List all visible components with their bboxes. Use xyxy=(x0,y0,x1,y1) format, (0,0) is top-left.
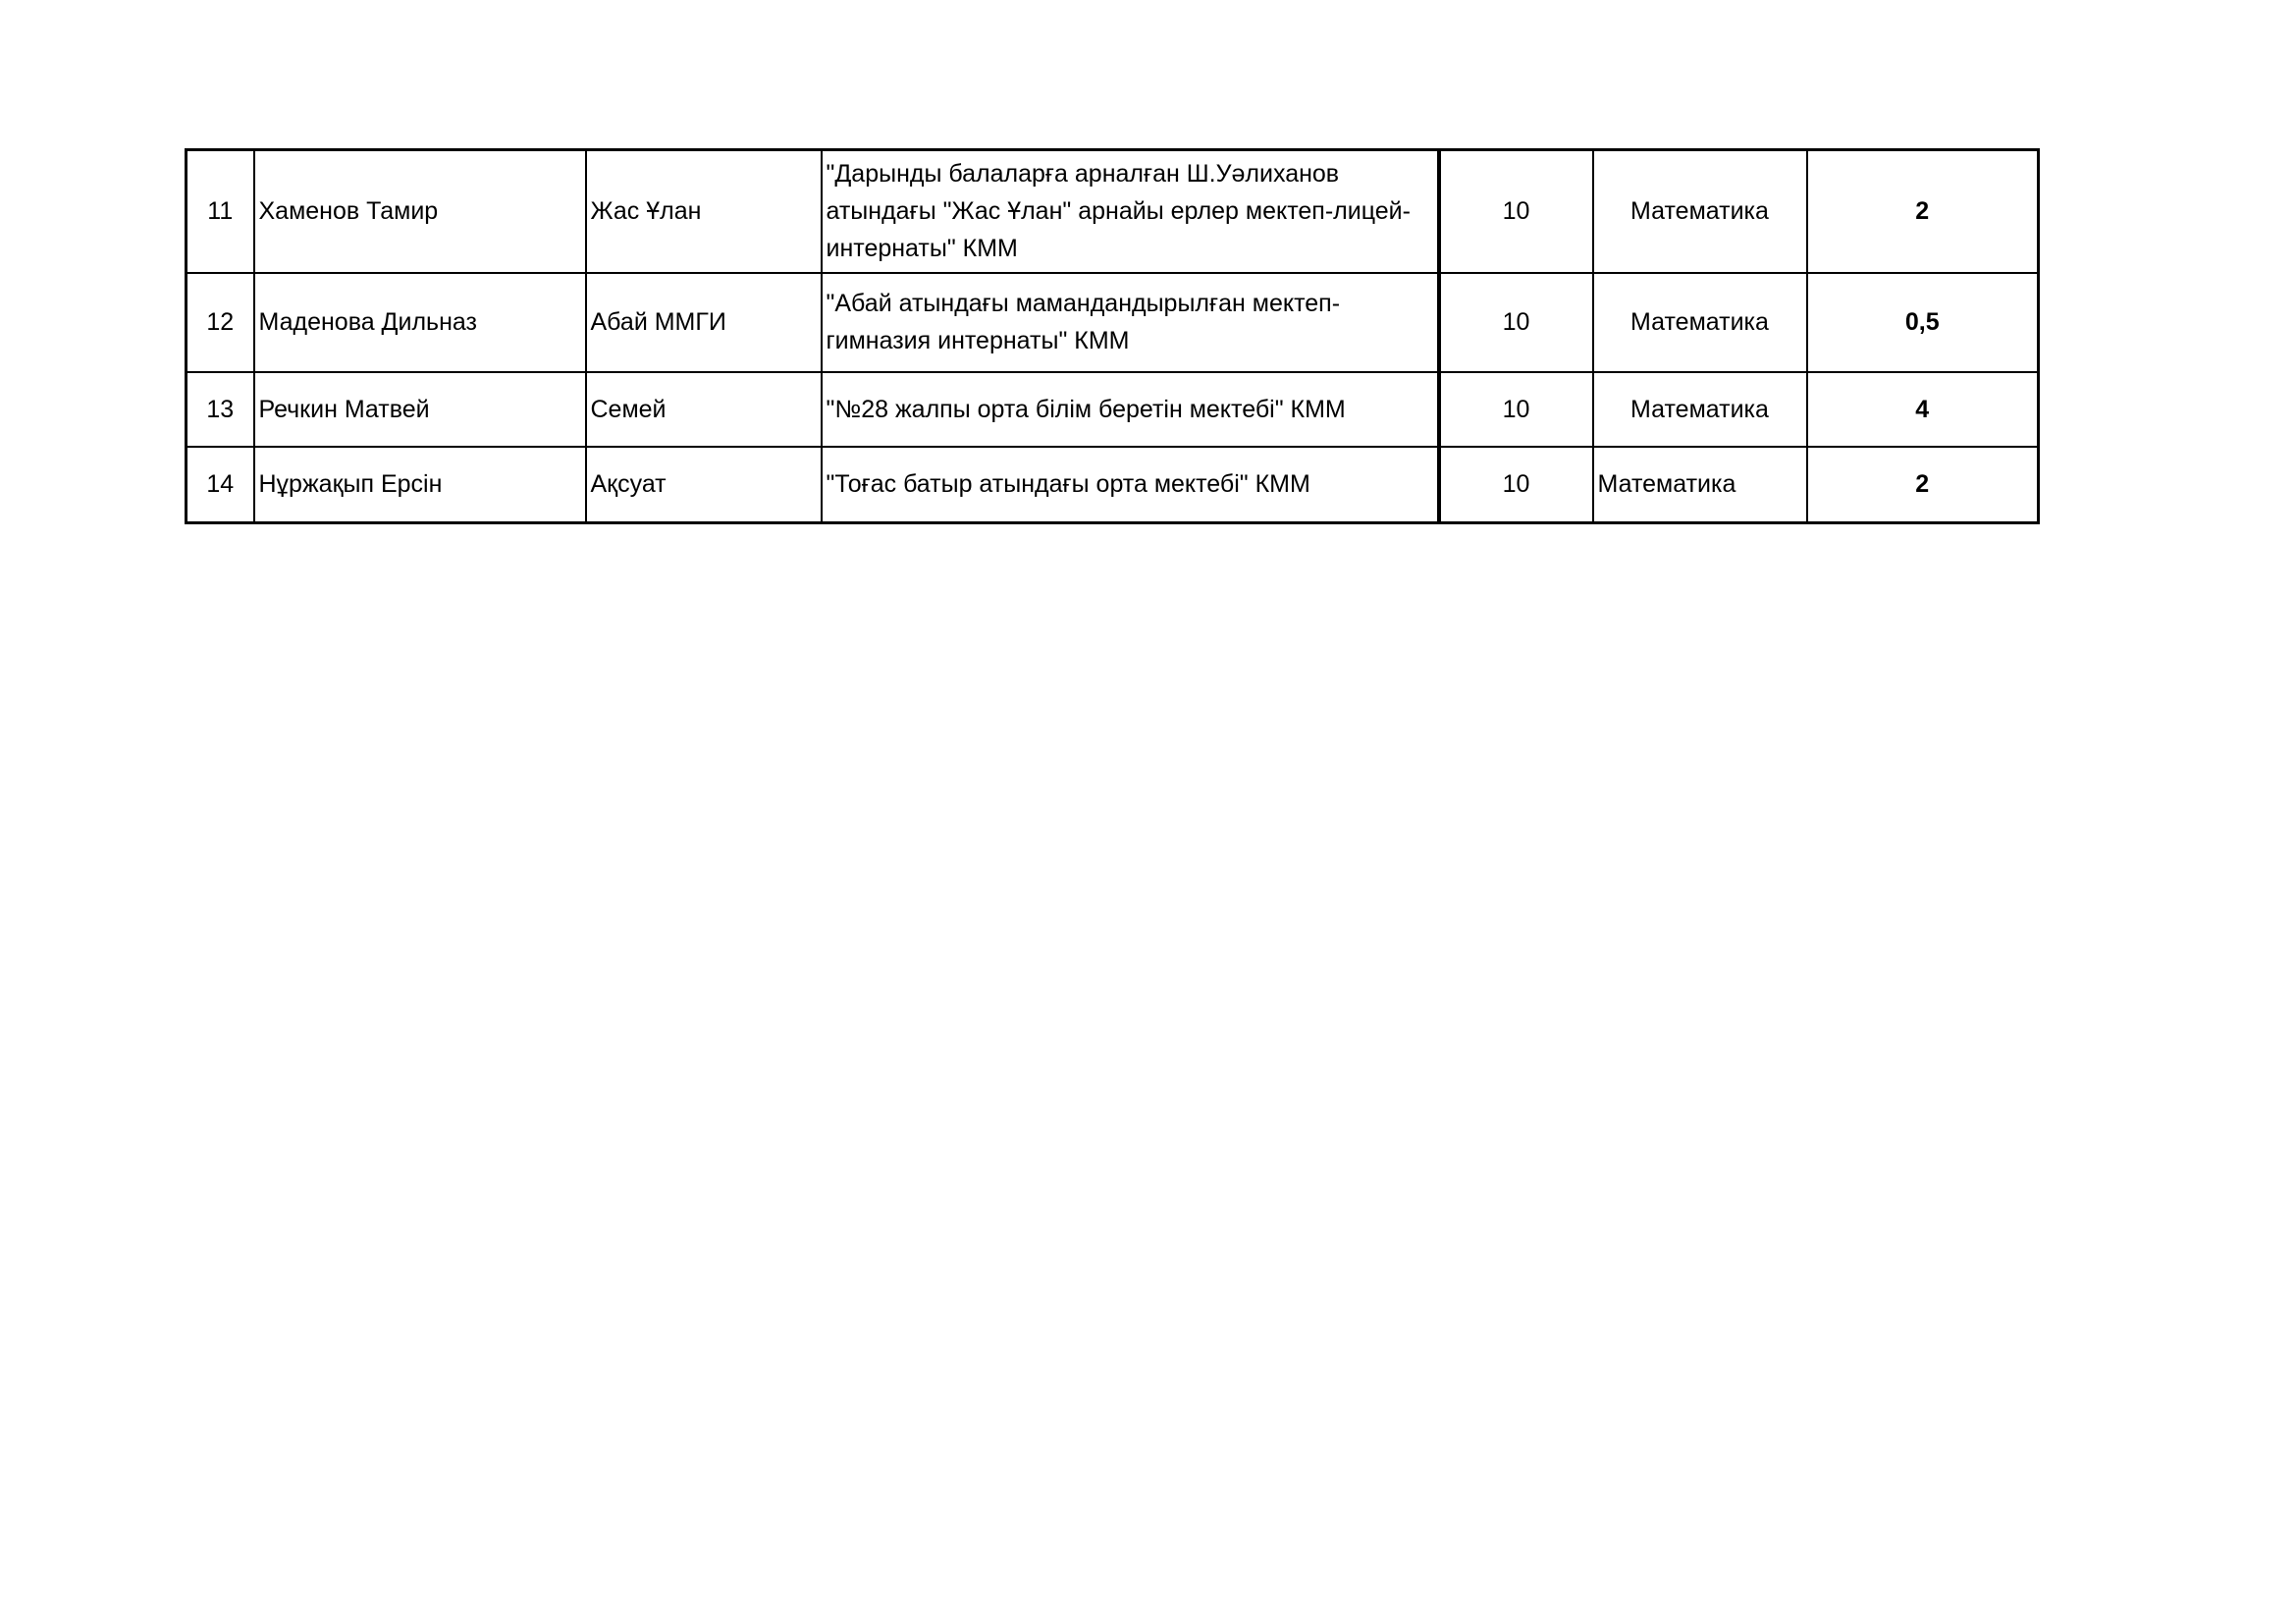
grade: 10 xyxy=(1439,372,1593,447)
student-name: Маденова Дильназ xyxy=(254,273,586,372)
table-row xyxy=(187,447,2039,523)
grade: 10 xyxy=(1439,150,1593,273)
results-table xyxy=(185,148,2040,524)
score: 2 xyxy=(1807,447,2039,523)
score: 0,5 xyxy=(1807,273,2039,372)
grade: 10 xyxy=(1439,447,1593,523)
student-name: Нұржақып Ерсін xyxy=(254,447,586,523)
table-row xyxy=(187,372,2039,447)
school-name: "Абай атындағы мамандандырылған мектеп-гимназия интернаты" КММ xyxy=(822,273,1439,372)
subject: Математика xyxy=(1593,273,1807,372)
score: 4 xyxy=(1807,372,2039,447)
row-number: 14 xyxy=(187,447,254,523)
table-row xyxy=(187,150,2039,273)
subject: Математика xyxy=(1593,372,1807,447)
table-row xyxy=(187,273,2039,372)
row-number: 13 xyxy=(187,372,254,447)
row-number: 11 xyxy=(187,150,254,273)
locality: Абай ММГИ xyxy=(586,273,822,372)
student-name: Хаменов Тамир xyxy=(254,150,586,273)
student-name: Речкин Матвей xyxy=(254,372,586,447)
row-number: 12 xyxy=(187,273,254,372)
school-name: "Дарынды балаларға арналған Ш.Уәлиханов атындағы "Жас Ұлан" арнайы ерлер мектеп-лицей-интернаты" КММ xyxy=(822,150,1439,273)
locality: Жас Ұлан xyxy=(586,150,822,273)
school-name: "Тоғас батыр атындағы орта мектебі" КММ xyxy=(822,447,1439,523)
school-name: "№28 жалпы орта білім беретін мектебі" КММ xyxy=(822,372,1439,447)
score: 2 xyxy=(1807,150,2039,273)
subject: Математика xyxy=(1593,447,1807,523)
locality: Ақсуат xyxy=(586,447,822,523)
grade: 10 xyxy=(1439,273,1593,372)
locality: Семей xyxy=(586,372,822,447)
subject: Математика xyxy=(1593,150,1807,273)
